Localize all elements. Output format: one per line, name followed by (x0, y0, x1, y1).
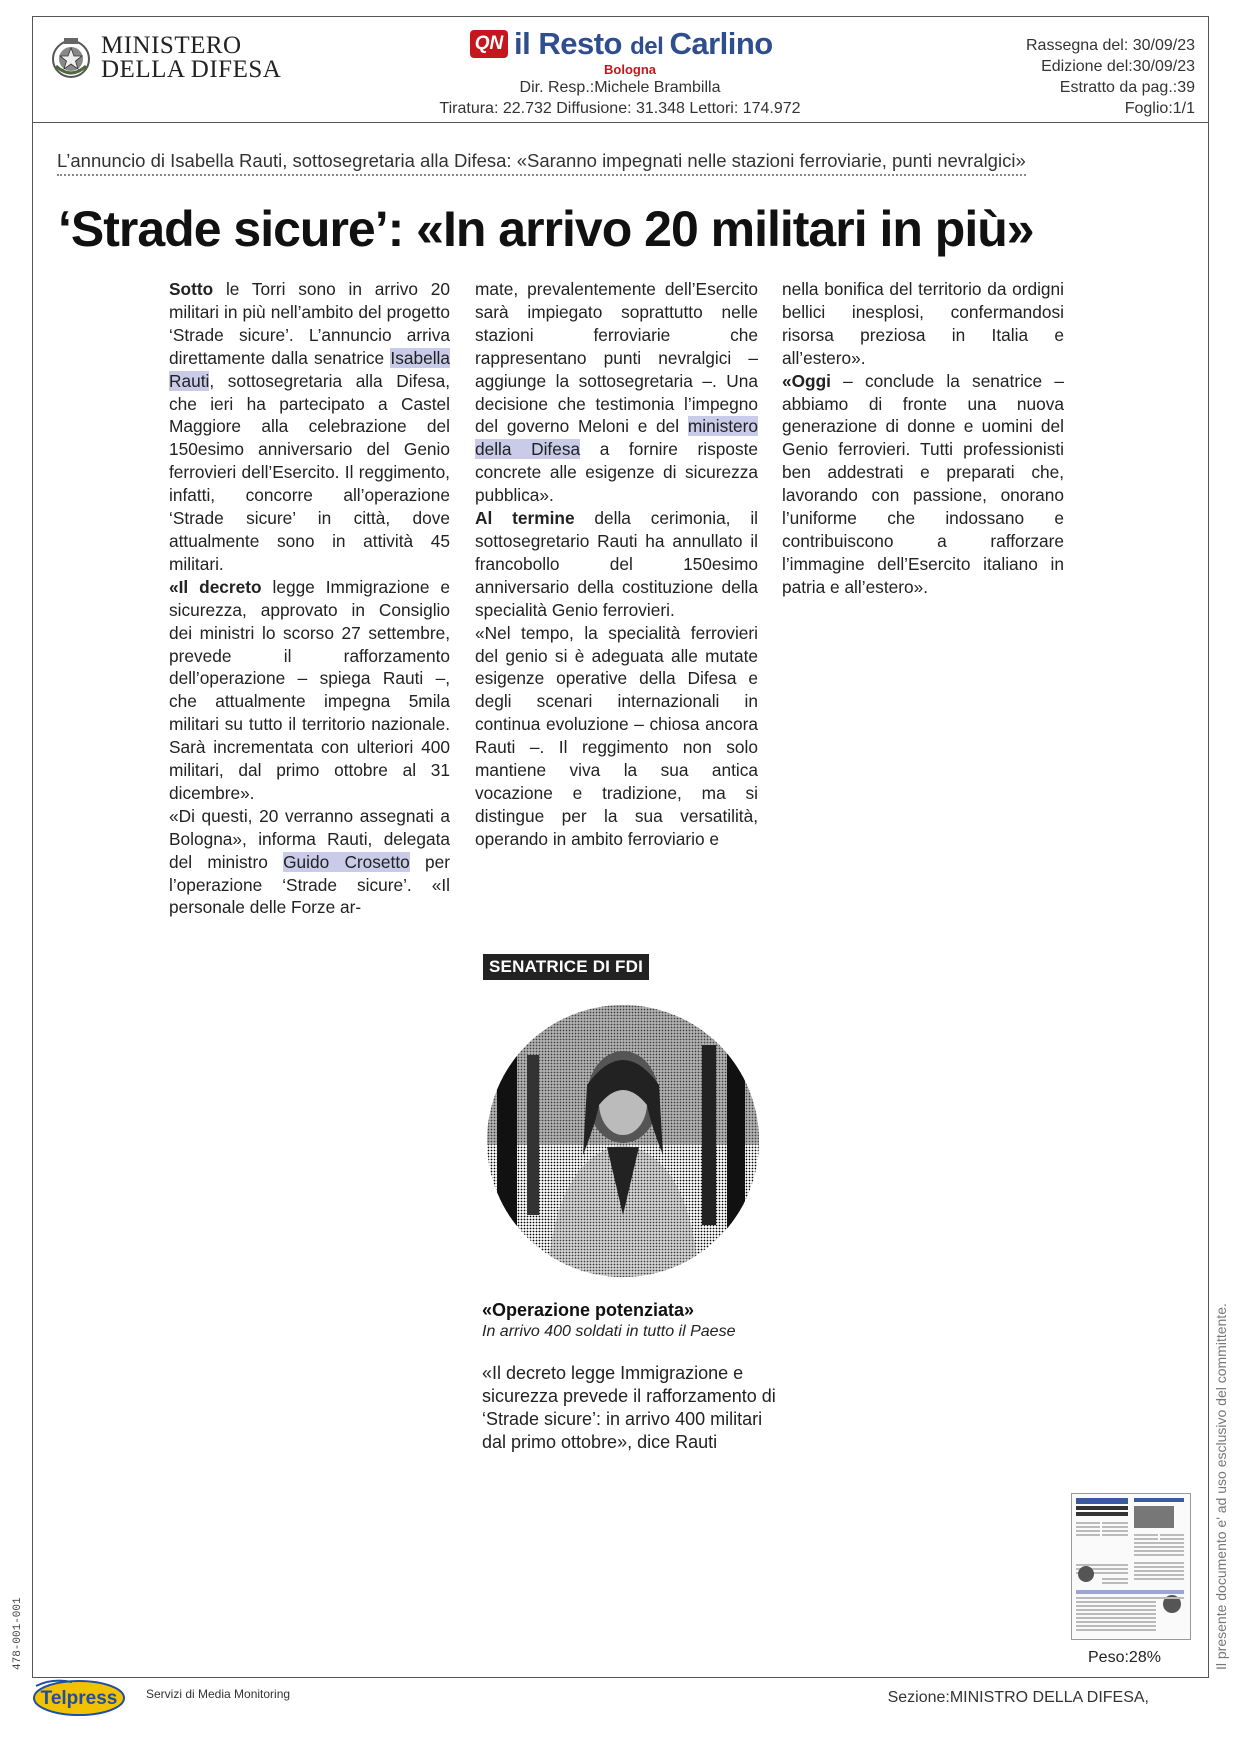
edizione-date: Edizione del:30/09/23 (1041, 58, 1195, 75)
col1-text-a: le Torri sono in arrivo 20 militari in più nell’ambito del progetto ‘Strade sicure’. L’annuncio arriva direttamente dalla senatrice (169, 279, 450, 368)
newspaper-name (514, 26, 773, 62)
col3-paragraph-1: nella bonifica del territorio da ordigni bellici inesplosi, confermandosi risorsa preziosa in Italia e all’estero». (782, 279, 1064, 368)
col2-text-b: a fornire risposte concrete alle esigenze di sicurezza pubblica». (475, 439, 758, 506)
col3-paragraph-2 (782, 370, 1064, 599)
col1-paragraph-3 (169, 805, 450, 920)
photo-tag: SENATRICE DI FDI (483, 954, 649, 980)
caption-subtitle: In arrivo 400 soldati in tutto il Paese (482, 1323, 736, 1340)
italian-emblem-icon (50, 36, 92, 80)
ministry-line-2: DELLA DIFESA (101, 56, 282, 83)
col3-p2-bold: «Oggi (782, 370, 831, 391)
col3-p2-text: – conclude la senatrice – abbiamo di fronte una nuova generazione di donne e uomini del Genio ferrovieri. Tutti professionisti ben addestrati e preparati che, lavorando con passione, onorano l’uniforme che indossano e contribuiscono a rafforzare l’immagine dell’Esercito italiano in patria e all’estero». (782, 370, 1064, 597)
newspaper-name-c: Carlino (669, 26, 773, 61)
col2-p2-text: della cerimonia, il sottosegretario Rauti ha annullato il francobollo del 150esimo anniversario della costituzione della specialità Genio ferrovieri. (475, 508, 759, 620)
col1-p2-text: legge Immigrazione e sicurezza, approvato in Consiglio dei ministri lo scorso 27 settembre, prevede il rafforzamento dell’operazione – spiega Rauti –, che attualmente impegna 5mila militari su tutto il territorio nazionale. Sarà incrementata con ulteriori 400 militari, dal primo ottobre al 31 dicembre». (169, 576, 450, 803)
article-subheadline: L’annuncio di Isabella Rauti, sottosegretaria alla Difesa: «Saranno impegnati nelle stazioni ferroviarie, punti nevralgici» (57, 150, 1026, 176)
newspaper-name-b: del (630, 33, 670, 60)
col1-p2-bold: «Il decreto (169, 576, 262, 597)
highlight-guido-crosetto: Guido Crosetto (283, 851, 410, 872)
newspaper-city: Bologna (604, 62, 656, 77)
telpress-logo-text: Telpress (40, 1688, 118, 1709)
col2-paragraph-2 (475, 507, 758, 622)
col2-paragraph-1 (475, 278, 758, 507)
article-column-2 (475, 278, 758, 851)
circulation-line: Tiratura: 22.732 Diffusione: 31.348 Lettori: 174.972 (439, 100, 801, 117)
col1-paragraph-2 (169, 576, 450, 805)
col2-paragraph-3: «Nel tempo, la specialità ferrovieri del genio si è adeguata alle mutate esigenze operative della Difesa e degli scenari internazionali in continua evoluzione – chiosa ancora Rauti –. Il reggimento non solo mantiene viva la sua antica vocazione e tradizione, ma si distingue per la sua versatilità, operando in ambito ferroviario e (475, 622, 758, 849)
newspaper-logo (470, 26, 780, 77)
col2-p2-bold: Al termine (475, 508, 575, 529)
col1-p3-text-a: «Di questi, 20 verranno assegnati a Bologna», informa Rauti, delegata del ministro (169, 805, 450, 872)
director-line: Dir. Resp.:Michele Brambilla (519, 79, 721, 96)
estratto-page: Estratto da pag.:39 (1059, 79, 1195, 96)
article-column-3 (782, 278, 1064, 599)
col1-p3-text-b: per l’operazione ‘Strade sicure’. «Il personale delle Forze ar- (169, 851, 450, 918)
caption-quote: «Il decreto legge Immigrazione e sicurezza prevede il rafforzamento di ‘Strade sicure’: in arrivo 400 militari dal primo ottobre», dice Rauti (482, 1363, 776, 1452)
highlight-ministero-difesa: ministero della Difesa (475, 416, 758, 460)
side-notice: Il presente documento e' ad uso esclusivo del committente. (1213, 1303, 1229, 1670)
ministry-line-1: MINISTERO (101, 32, 242, 59)
peso-label: Peso:28% (1088, 1649, 1161, 1666)
sezione-label: Sezione:MINISTRO DELLA DIFESA, (887, 1689, 1149, 1706)
header-divider (32, 122, 1209, 123)
newspaper-name-a: il Resto (514, 26, 631, 61)
senator-photo (487, 1005, 759, 1277)
col1-lead-bold: Sotto (169, 279, 214, 299)
col1-text-b: , sottosegretaria alla Difesa, che ieri ha partecipato a Castel Maggiore alla celebrazione del 150esimo anniversario del Genio ferrovieri dell’Esercito. Il reggimento, infatti, concorre all’operazione ‘Strade sicure’ in città, dove attualmente sono in attività 45 militari. (169, 370, 450, 574)
article-headline: ‘Strade sicure’: «In arrivo 20 militari in più» (58, 201, 1034, 257)
highlight-isabella-rauti: Isabella Rauti (169, 347, 450, 391)
ministry-name (101, 34, 281, 82)
qn-badge: QN (470, 30, 508, 58)
col1-paragraph-1 (169, 278, 450, 576)
col2-text-a: mate, prevalentemente dell’Esercito sarà impiegato soprattutto nelle stazioni ferroviarie che rappresentano punti nevralgici – aggiunge la sottosegretaria –. Una decisione che testimonia l’impegno del governo Meloni e del (475, 279, 758, 437)
page-thumbnail (1071, 1493, 1191, 1640)
telpress-logo (32, 1678, 126, 1718)
caption-title: «Operazione potenziata» (482, 1300, 695, 1320)
article-column-1 (169, 278, 450, 919)
foglio-count: Foglio:1/1 (1124, 100, 1195, 117)
media-monitoring-label: Servizi di Media Monitoring (146, 1687, 291, 1701)
document-code: 478-001-001 (12, 1597, 24, 1670)
rassegna-date: Rassegna del: 30/09/23 (1025, 37, 1195, 54)
